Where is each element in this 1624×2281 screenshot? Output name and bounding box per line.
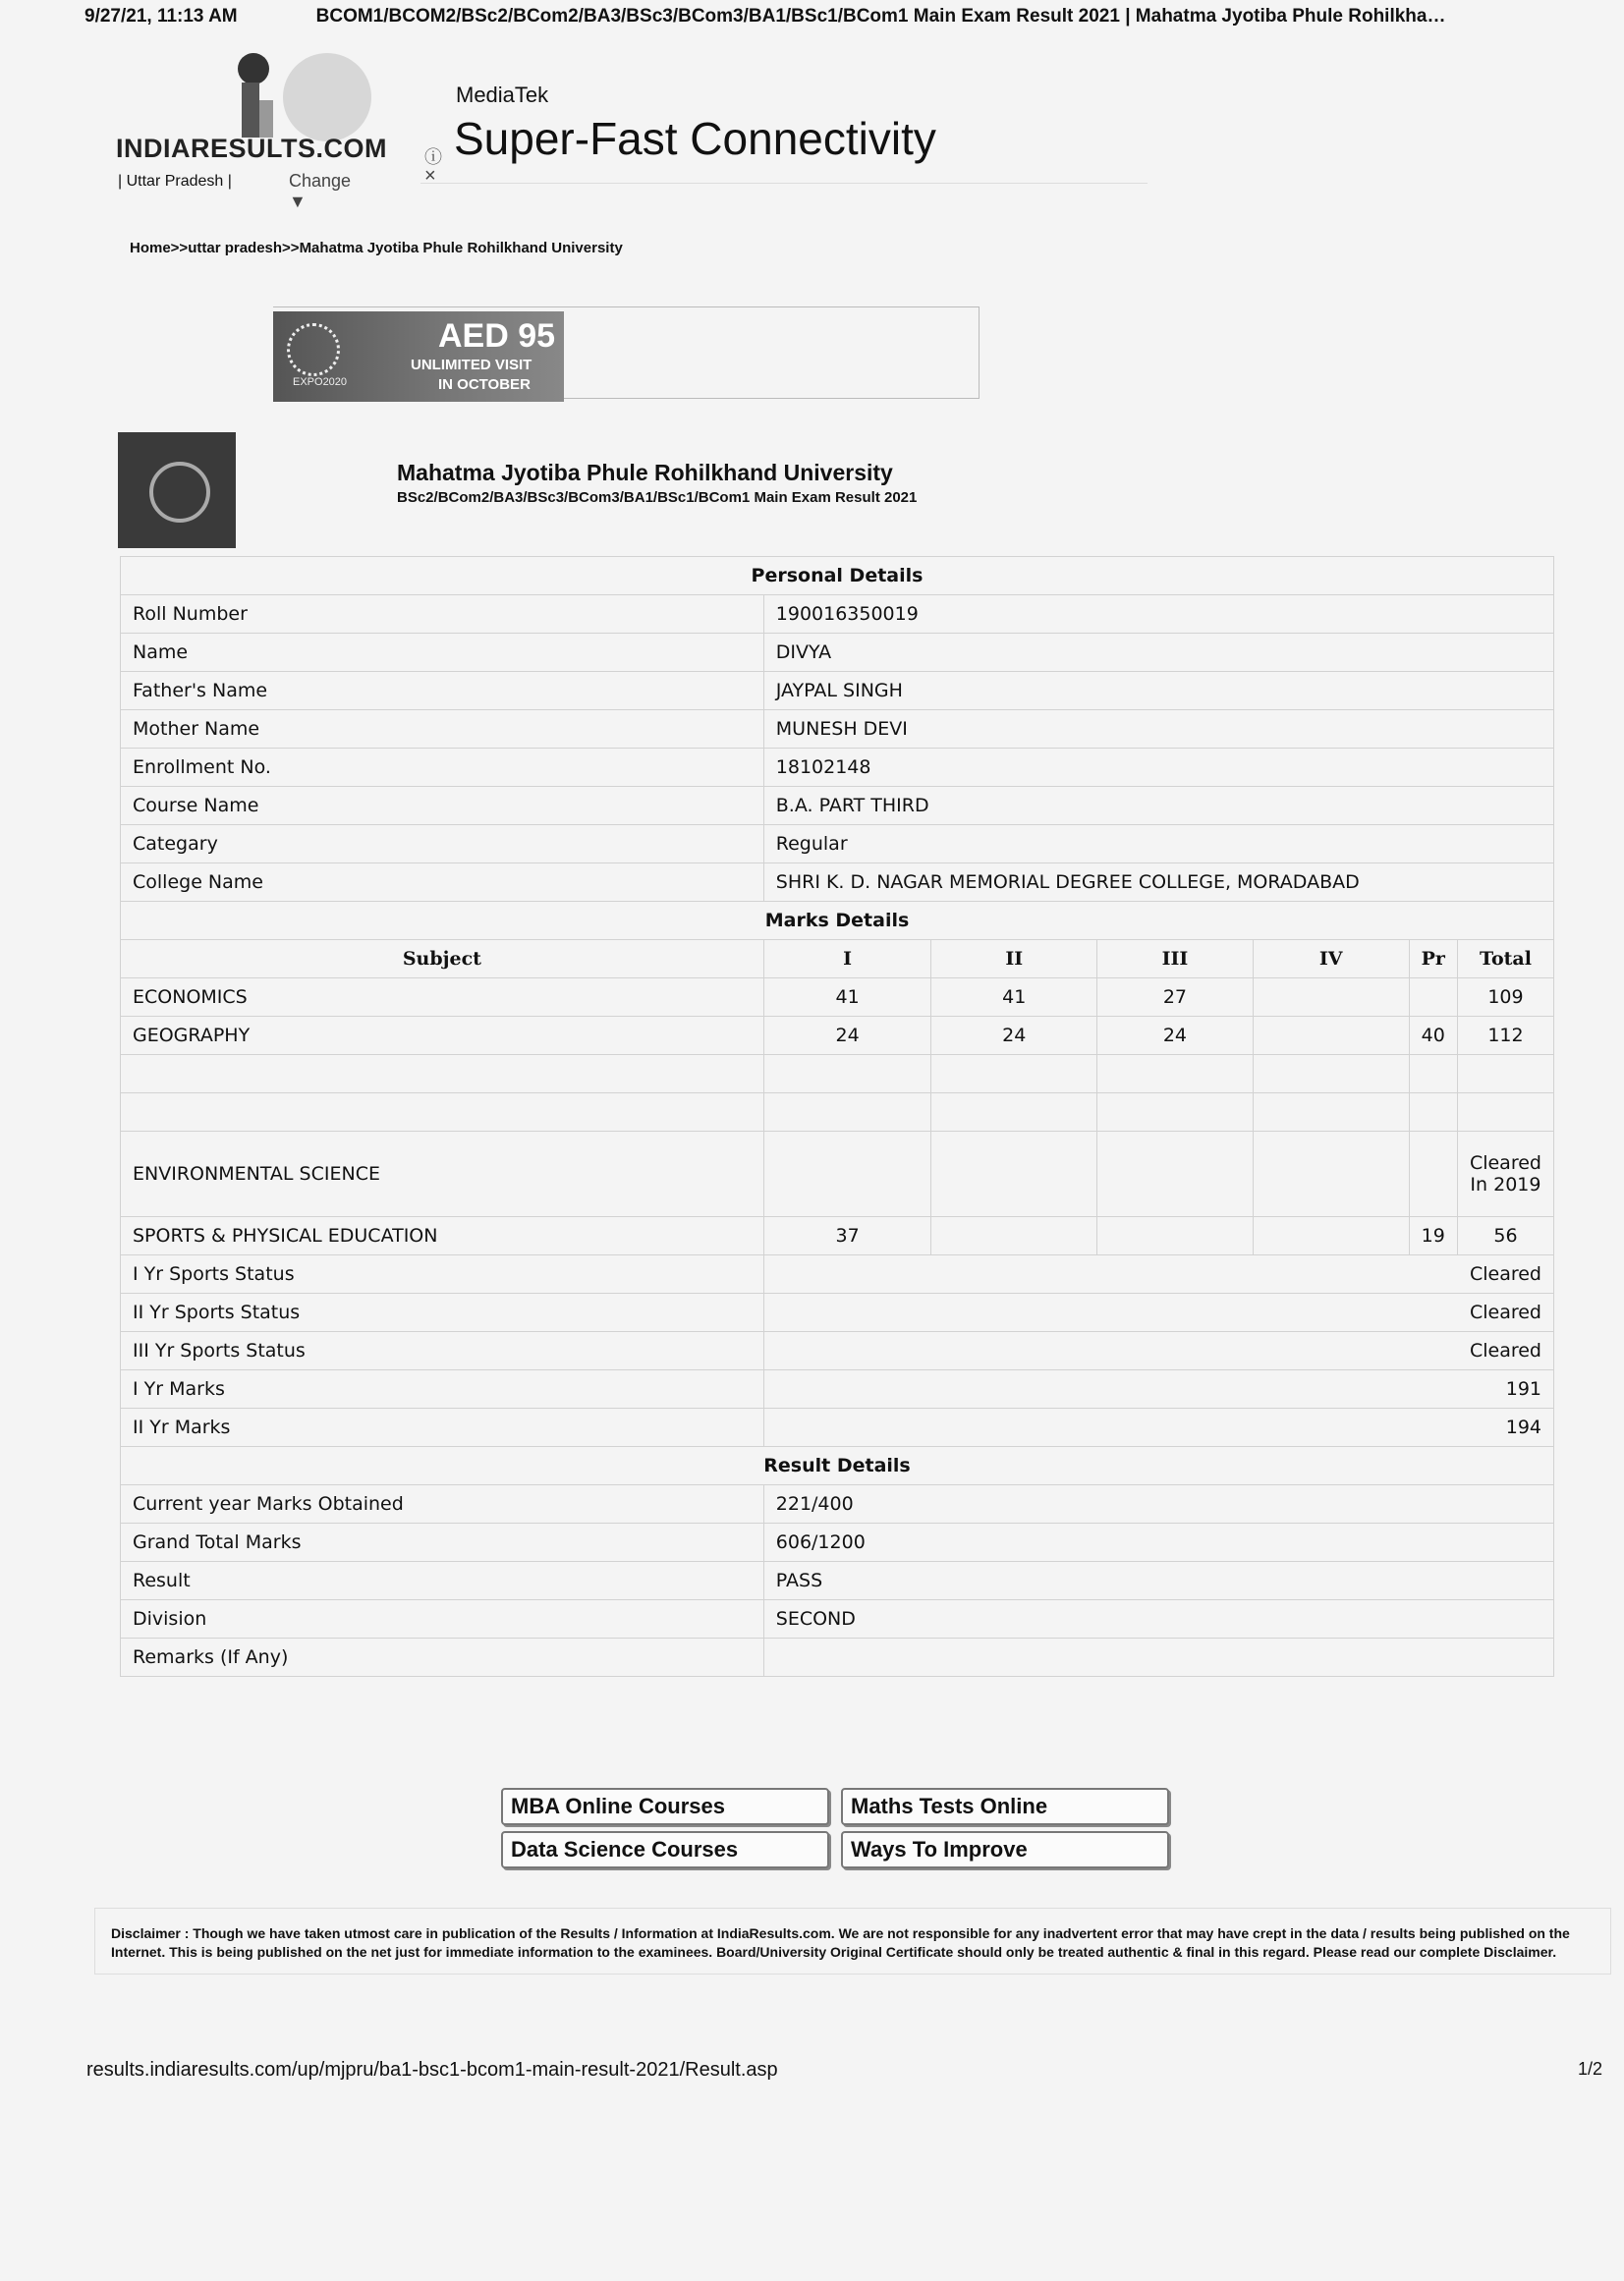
blank-cell (1097, 1093, 1254, 1132)
exam-title: BSc2/BCom2/BA3/BSc3/BCom3/BA1/BSc1/BCom1 Main Exam Result 2021 (397, 489, 918, 506)
detail-label: Division (121, 1600, 764, 1639)
site-logo-text: INDIARESULTS.COM (116, 134, 387, 163)
result-row (121, 1639, 1554, 1677)
subject-mark-ii (931, 1132, 1097, 1217)
disclaimer: Disclaimer : Though we have taken utmost care in publication of the Results / Information at IndiaResults.com. We are not responsible for any inadvertent error that may have crept in the data / results being published on the Internet. This is being published on the net just for immediate information to the examinees. Board/University Original Certificate should only be treated authentic & final in this regard. Please read our complete Disclaimer. (94, 1908, 1611, 1975)
detail-label: Categary (121, 825, 764, 863)
detail-value: SHRI K. D. NAGAR MEMORIAL DEGREE COLLEGE, MORADABAD (763, 863, 1553, 902)
marks-column-header: III (1097, 940, 1254, 978)
marks-column-header: I (763, 940, 931, 978)
subject-mark-iv (1253, 1132, 1409, 1217)
state-emblem-icon (283, 53, 371, 141)
subject-row (121, 978, 1554, 1017)
site-logo[interactable] (116, 51, 387, 211)
blank-cell (931, 1093, 1097, 1132)
breadcrumb[interactable]: Home>>uttar pradesh>>Mahatma Jyotiba Phule Rohilkhand University (130, 240, 623, 256)
detail-label: Mother Name (121, 710, 764, 749)
subject-mark-iii: 24 (1097, 1017, 1254, 1055)
personal-details-heading-row (121, 557, 1554, 595)
detail-label: Grand Total Marks (121, 1524, 764, 1562)
marks-column-header: II (931, 940, 1097, 978)
detail-value: 190016350019 (763, 595, 1553, 634)
marks-column-header: Pr (1409, 940, 1457, 978)
personal-row (121, 749, 1554, 787)
subject-mark-pr (1409, 978, 1457, 1017)
status-value: 191 (763, 1370, 1553, 1409)
status-value: Cleared (763, 1332, 1553, 1370)
university-emblem-icon (149, 462, 210, 523)
marks-details-heading: Marks Details (121, 902, 1554, 940)
status-value: Cleared (763, 1294, 1553, 1332)
person-figure-icon (214, 51, 283, 139)
state-label: | Uttar Pradesh | (118, 173, 232, 190)
subject-mark-total: 109 (1457, 978, 1553, 1017)
info-icon[interactable]: ⓘ (424, 147, 442, 167)
subject-row (121, 1017, 1554, 1055)
detail-label: Current year Marks Obtained (121, 1485, 764, 1524)
blank-cell (763, 1093, 931, 1132)
detail-label: College Name (121, 863, 764, 902)
data-science-link[interactable]: Data Science Courses (501, 1831, 829, 1868)
detail-label: Roll Number (121, 595, 764, 634)
detail-label: Enrollment No. (121, 749, 764, 787)
subject-mark-pr: 19 (1409, 1217, 1457, 1255)
detail-label: Course Name (121, 787, 764, 825)
result-row (121, 1562, 1554, 1600)
result-details-heading-row (121, 1447, 1554, 1485)
subject-mark-ii: 41 (931, 978, 1097, 1017)
detail-value: MUNESH DEVI (763, 710, 1553, 749)
status-label: II Yr Sports Status (121, 1294, 764, 1332)
blank-cell (1253, 1055, 1409, 1093)
subject-mark-iv (1253, 1217, 1409, 1255)
blank-cell (763, 1055, 931, 1093)
result-row (121, 1485, 1554, 1524)
banner-line-2: IN OCTOBER (438, 376, 531, 393)
print-header (84, 6, 1595, 28)
status-label: I Yr Marks (121, 1370, 764, 1409)
subject-mark-total: 56 (1457, 1217, 1553, 1255)
marks-column-header-row (121, 940, 1554, 978)
subject-mark-i: 24 (763, 1017, 931, 1055)
status-value: Cleared (763, 1255, 1553, 1294)
personal-row (121, 863, 1554, 902)
subject-mark-iii (1097, 1217, 1254, 1255)
subject-mark-ii (931, 1217, 1097, 1255)
mba-courses-link[interactable]: MBA Online Courses (501, 1788, 829, 1825)
expo-logo-icon (287, 323, 340, 376)
subject-mark-total: Cleared In 2019 (1457, 1132, 1553, 1217)
personal-row (121, 710, 1554, 749)
detail-value: Regular (763, 825, 1553, 863)
blank-cell (931, 1055, 1097, 1093)
marks-column-header: Subject (121, 940, 764, 978)
blank-cell (1409, 1055, 1457, 1093)
subject-mark-pr (1409, 1132, 1457, 1217)
personal-row (121, 672, 1554, 710)
ways-to-improve-link[interactable]: Ways To Improve (841, 1831, 1169, 1868)
status-label: II Yr Marks (121, 1409, 764, 1447)
footer-url: results.indiaresults.com/up/mjpru/ba1-bsc1-bcom1-main-result-2021/Result.asp (86, 2059, 778, 2081)
detail-label: Result (121, 1562, 764, 1600)
detail-value: DIVYA (763, 634, 1553, 672)
ad-brand: MediaTek (456, 83, 549, 107)
status-row (121, 1255, 1554, 1294)
subject-name: ECONOMICS (121, 978, 764, 1017)
subject-name: SPORTS & PHYSICAL EDUCATION (121, 1217, 764, 1255)
marks-details-heading-row (121, 902, 1554, 940)
marks-column-header: Total (1457, 940, 1553, 978)
status-label: III Yr Sports Status (121, 1332, 764, 1370)
subject-row (121, 1132, 1554, 1217)
subject-mark-iv (1253, 978, 1409, 1017)
subject-mark-iv (1253, 1017, 1409, 1055)
subject-mark-total: 112 (1457, 1017, 1553, 1055)
blank-cell (1457, 1093, 1553, 1132)
status-row (121, 1409, 1554, 1447)
subject-mark-pr: 40 (1409, 1017, 1457, 1055)
status-value: 194 (763, 1409, 1553, 1447)
detail-value: JAYPAL SINGH (763, 672, 1553, 710)
detail-value: B.A. PART THIRD (763, 787, 1553, 825)
status-label: I Yr Sports Status (121, 1255, 764, 1294)
detail-value: 221/400 (763, 1485, 1553, 1524)
blank-cell (121, 1055, 764, 1093)
banner-price: AED 95 (438, 317, 556, 355)
result-table (120, 556, 1554, 1677)
detail-value (763, 1639, 1553, 1677)
subject-mark-iii: 27 (1097, 978, 1254, 1017)
expo-banner-image[interactable] (273, 311, 564, 402)
subject-mark-ii: 24 (931, 1017, 1097, 1055)
subject-name: ENVIRONMENTAL SCIENCE (121, 1132, 764, 1217)
personal-row (121, 825, 1554, 863)
blank-row (121, 1093, 1554, 1132)
blank-cell (1253, 1093, 1409, 1132)
subject-name: GEOGRAPHY (121, 1017, 764, 1055)
subject-mark-i: 37 (763, 1217, 931, 1255)
detail-label: Name (121, 634, 764, 672)
banner-line-1: UNLIMITED VISIT (411, 357, 532, 373)
subject-mark-i: 41 (763, 978, 931, 1017)
blank-row (121, 1055, 1554, 1093)
blank-cell (1457, 1055, 1553, 1093)
blank-cell (1097, 1055, 1254, 1093)
subject-mark-i (763, 1132, 931, 1217)
subject-row (121, 1217, 1554, 1255)
status-row (121, 1332, 1554, 1370)
blank-cell (1409, 1093, 1457, 1132)
text-ad[interactable] (420, 55, 1148, 187)
promo-links (501, 1788, 1169, 1868)
personal-row (121, 595, 1554, 634)
detail-value: SECOND (763, 1600, 1553, 1639)
university-name: Mahatma Jyotiba Phule Rohilkhand University (397, 460, 893, 485)
banner-ad[interactable] (273, 306, 980, 399)
maths-tests-link[interactable]: Maths Tests Online (841, 1788, 1169, 1825)
ad-headline[interactable]: Super-Fast Connectivity (454, 113, 936, 164)
result-details-heading: Result Details (121, 1447, 1554, 1485)
print-page-title: BCOM1/BCOM2/BSc2/BCom2/BA3/BSc3/BCom3/BA1/BSc1/BCom1 Main Exam Result 2021 | Mahatma Jyotiba Phule Rohilkha… (315, 6, 1446, 27)
detail-value: 18102148 (763, 749, 1553, 787)
detail-value: PASS (763, 1562, 1553, 1600)
detail-label: Father's Name (121, 672, 764, 710)
change-state-link[interactable]: Change ▼ (289, 171, 352, 211)
personal-details-heading: Personal Details (121, 557, 1554, 595)
detail-label: Remarks (If Any) (121, 1639, 764, 1677)
status-row (121, 1370, 1554, 1409)
personal-row (121, 634, 1554, 672)
detail-value: 606/1200 (763, 1524, 1553, 1562)
close-icon[interactable]: × (424, 165, 436, 187)
status-row (121, 1294, 1554, 1332)
personal-row (121, 787, 1554, 825)
subject-mark-iii (1097, 1132, 1254, 1217)
banner-expo-label: EXPO2020 (293, 376, 348, 388)
result-row (121, 1600, 1554, 1639)
result-row (121, 1524, 1554, 1562)
marks-column-header: IV (1253, 940, 1409, 978)
blank-cell (121, 1093, 764, 1132)
print-datetime: 9/27/21, 11:13 AM (84, 6, 238, 27)
university-logo (118, 432, 236, 548)
page-number: 1/2 (1577, 2059, 1602, 2079)
